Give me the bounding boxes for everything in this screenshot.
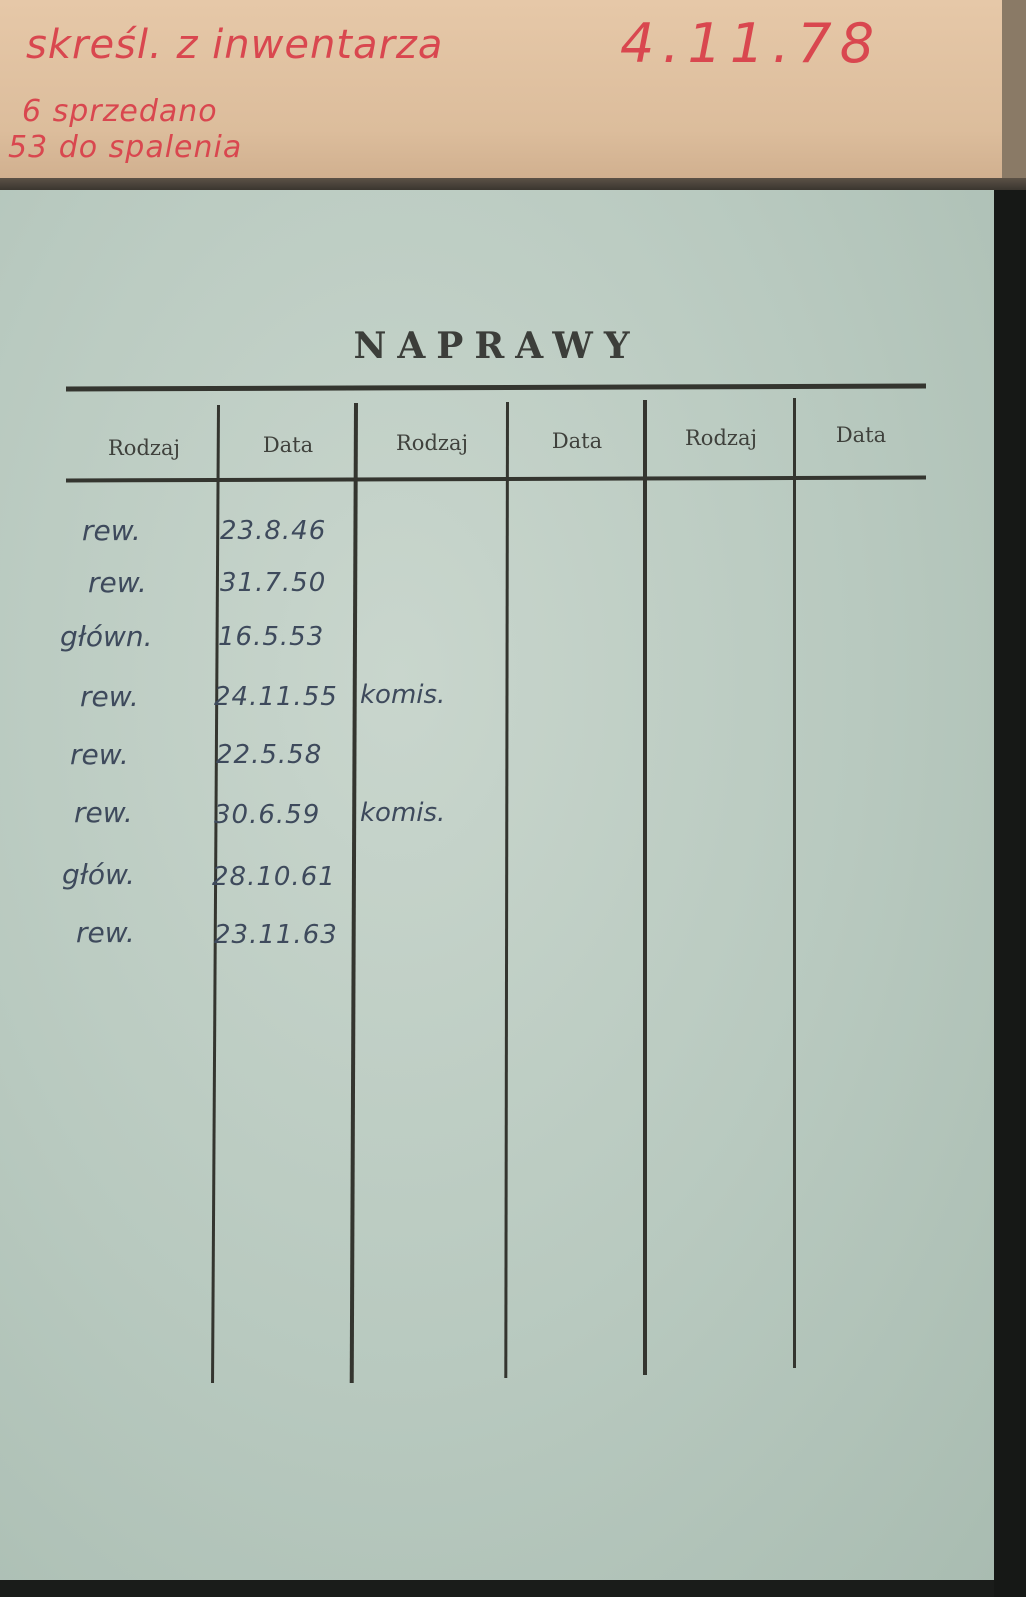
column-header-rodzaj-3: Rodzaj: [685, 426, 757, 450]
entry-data: 30.6.59: [214, 800, 321, 830]
column-header-data-3: Data: [835, 423, 887, 447]
entry-data: 31.7.50: [220, 568, 327, 598]
cover-edge: [1002, 0, 1026, 186]
entry-rodzaj: rew.: [82, 514, 141, 547]
entry-rodzaj: głów.: [62, 858, 135, 891]
entry-rodzaj: rew.: [88, 566, 147, 599]
entry-data: 28.10.61: [212, 862, 336, 892]
page-title: NAPRAWY: [353, 325, 641, 367]
column-header-data-2: Data: [551, 429, 603, 453]
entry-rodzaj: rew.: [74, 796, 133, 829]
entry-rodzaj: rew.: [76, 916, 135, 949]
cover-note-line3: 53 do spalenia: [8, 130, 243, 165]
entry-data: 22.5.58: [216, 740, 323, 770]
cover-note-date: 4.11.78: [620, 12, 883, 75]
entry-rodzaj: rew.: [70, 738, 129, 771]
entry-rodzaj-2: komis.: [360, 680, 446, 710]
entry-rodzaj: rew.: [80, 680, 139, 713]
repair-card: [0, 190, 994, 1580]
column-divider-5: [793, 398, 796, 1368]
entry-rodzaj: główn.: [60, 620, 153, 653]
cover-note-line2: 6 sprzedano: [22, 94, 218, 129]
entry-data: 16.5.53: [218, 622, 325, 652]
column-header-data-1: Data: [262, 433, 314, 457]
entry-data: 24.11.55: [214, 682, 338, 712]
cover-note-line1: skreśl. z inwentarza: [26, 22, 444, 68]
entry-rodzaj-2: komis.: [360, 798, 446, 828]
column-divider-4: [643, 400, 647, 1375]
column-header-rodzaj-2: Rodzaj: [396, 431, 468, 455]
entry-data: 23.8.46: [220, 516, 327, 546]
entry-data: 23.11.63: [214, 920, 338, 950]
column-header-rodzaj-1: Rodzaj: [108, 436, 180, 460]
background-edge: [994, 190, 1026, 1597]
